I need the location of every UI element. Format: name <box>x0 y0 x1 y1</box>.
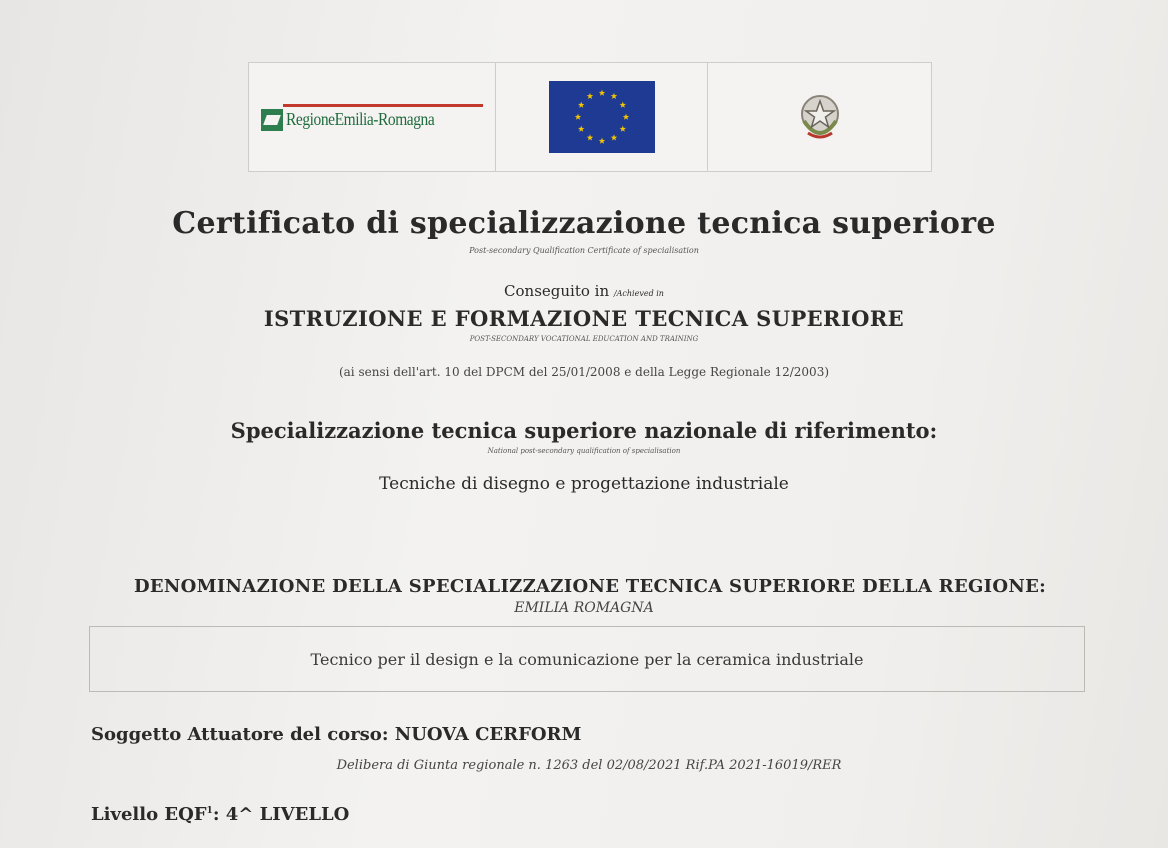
eu-flag-icon <box>549 81 655 153</box>
region-logo-cell <box>249 63 495 171</box>
actuator-label: Soggetto Attuatore del corso: <box>91 724 389 745</box>
course-title: ISTRUZIONE E FORMAZIONE TECNICA SUPERIORE <box>263 306 905 331</box>
eqf-footnote: 1 <box>206 806 213 816</box>
regional-spec-box <box>89 626 1085 692</box>
legal-reference: (ai sensi dell'art. 10 del DPCM del 25/01/2008 e della Legge Regionale 12/2003) <box>338 365 830 379</box>
national-spec-heading-en: National post-secondary qualification of specialisation <box>487 447 681 455</box>
regional-spec-heading: DENOMINAZIONE DELLA SPECIALIZZAZIONE TECNICA SUPERIORE DELLA REGIONE: <box>133 576 1047 597</box>
achieved-line <box>0 282 1168 300</box>
actuator-value: NUOVA CERFORM <box>394 724 582 745</box>
delibera-reference: Delibera di Giunta regionale n. 1263 del 02/08/2021 Rif.PA 2021-16019/RER <box>336 758 842 773</box>
region-mark-icon <box>261 109 283 131</box>
logo-strip <box>248 62 932 172</box>
region-logo <box>261 104 483 131</box>
italian-republic-emblem-icon <box>790 87 850 147</box>
course-title-en: POST-SECONDARY VOCATIONAL EDUCATION AND TRAINING <box>469 335 699 343</box>
region-name: EMILIA ROMAGNA <box>514 600 654 616</box>
course-actuator <box>91 724 581 745</box>
eqf-level <box>91 804 349 825</box>
eqf-label: Livello EQF <box>91 804 207 825</box>
region-logo-bar <box>283 104 483 107</box>
certificate-title-en: Post-secondary Qualification Certificate of specialisation <box>469 246 699 255</box>
region-logo-text: RegioneEmilia-Romagna <box>286 109 435 129</box>
achieved-label: Conseguito in <box>504 282 610 300</box>
regional-spec-value: Tecnico per il design e la comunicazione per la ceramica industriale <box>310 649 864 669</box>
emblem-cell <box>707 63 931 171</box>
eqf-value: : 4^ LIVELLO <box>212 804 350 825</box>
achieved-label-en: /Achieved in <box>613 289 664 298</box>
national-spec-heading: Specializzazione tecnica superiore nazionale di riferimento: <box>230 418 938 443</box>
national-spec-value: Tecniche di disegno e progettazione industriale <box>379 474 789 494</box>
eu-logo-cell <box>495 63 707 171</box>
certificate-title: Certificato di specializzazione tecnica superiore <box>172 206 996 241</box>
